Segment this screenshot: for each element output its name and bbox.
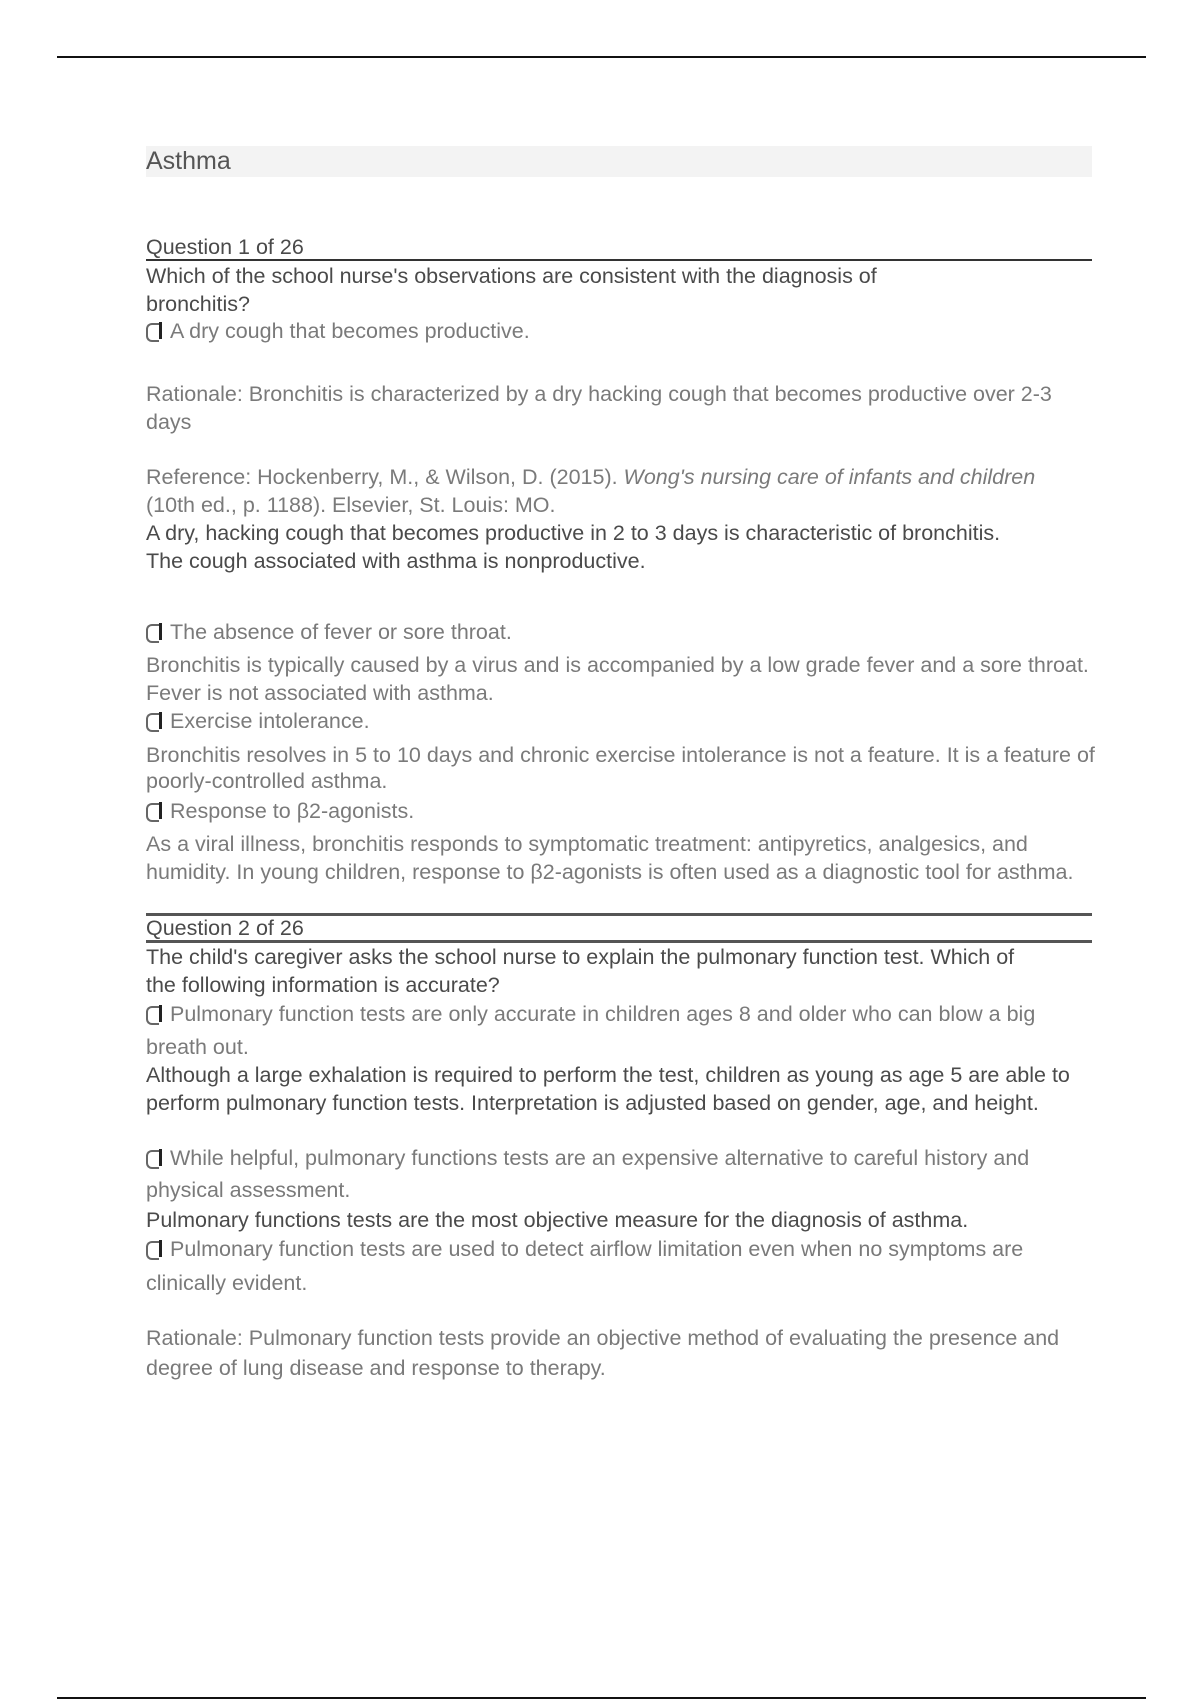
option-label: A dry cough that becomes productive. [170, 319, 530, 343]
option-label: Pulmonary function tests are used to detect airflow limitation even when no symptoms are clinically evident. [146, 1237, 1024, 1295]
checkbox-icon[interactable] [146, 712, 164, 730]
option-label: Pulmonary function tests are only accurate in children ages 8 and older who can blow a big breath out. [146, 1002, 1036, 1059]
checkbox-icon[interactable] [146, 802, 164, 820]
q1-option-1[interactable] [146, 317, 1096, 345]
checkbox-icon[interactable] [146, 1240, 164, 1258]
q1-feedback-1: A dry, hacking cough that becomes productive in 2 to 3 days is characteristic of bronchitis. The cough associated with asthma is nonproductive. [146, 521, 1001, 573]
question-1-rule [146, 259, 1092, 261]
option-label: Response to β2-agonists. [170, 799, 415, 823]
checkbox-icon[interactable] [146, 322, 164, 340]
q1-feedback-2: Bronchitis is typically caused by a virus and is accompanied by a low grade fever and a sore throat. Fever is not associated with asthma. [146, 653, 1089, 705]
question-2-prompt: The child's caregiver asks the school nurse to explain the pulmonary function test. Which of the following information is accurate? [146, 945, 1015, 997]
title-bar [146, 146, 1092, 177]
question-1-prompt: Which of the school nurse's observations are consistent with the diagnosis of bronchitis? [146, 264, 877, 316]
q1-option-2[interactable] [146, 618, 1096, 646]
q2-feedback-1: Although a large exhalation is required to perform the test, children as young as age 5 are able to perform pulmonary function tests. Interpretation is adjusted based on gender, age, and height. [146, 1063, 1070, 1115]
q1-feedback-4: As a viral illness, bronchitis responds to symptomatic treatment: antipyretics, analgesics, and humidity. In young children, response to β2-agonists is often used as a diagnostic tool for asthma. [146, 832, 1074, 884]
page-bottom-border [57, 1697, 1146, 1699]
page-top-border [57, 56, 1146, 58]
option-label: The absence of fever or sore throat. [170, 620, 512, 644]
q2-rationale: Rationale: Pulmonary function tests provide an objective method of evaluating the presence and degree of lung disease and response to therapy. [146, 1326, 1060, 1380]
q1-option-3[interactable] [146, 707, 1096, 735]
option-label: While helpful, pulmonary functions tests are an expensive alternative to careful history and physical assessment. [146, 1146, 1030, 1202]
option-label: Exercise intolerance. [170, 709, 370, 733]
q1-feedback-3: Bronchitis resolves in 5 to 10 days and chronic exercise intolerance is not a feature. It is a feature of poorly-controlled asthma. [146, 743, 1095, 793]
question-1-header: Question 1 of 26 [146, 235, 304, 259]
q2-option-1[interactable] [146, 998, 1066, 1064]
reference-book-title: Wong's nursing care of infants and children [623, 465, 1036, 489]
q1-rationale: Rationale: Bronchitis is characterized by a dry hacking cough that becomes productive over 2-3 days [146, 382, 1052, 434]
checkbox-icon[interactable] [146, 1005, 164, 1023]
q2-option-2[interactable] [146, 1142, 1066, 1206]
question-2-header: Question 2 of 26 [146, 916, 304, 940]
q2-option-3[interactable] [146, 1232, 1026, 1300]
reference-text: Reference: Hockenberry, M., & Wilson, D. (2015). [146, 465, 624, 489]
q1-reference [146, 463, 1081, 519]
checkbox-icon[interactable] [146, 623, 164, 641]
q2-feedback-2: Pulmonary functions tests are the most objective measure for the diagnosis of asthma. [146, 1208, 969, 1232]
reference-details: (10th ed., p. 1188). Elsevier, St. Louis: MO. [146, 493, 556, 517]
checkbox-icon[interactable] [146, 1149, 164, 1167]
q1-option-4[interactable] [146, 797, 1096, 825]
page-title: Asthma [146, 147, 231, 175]
